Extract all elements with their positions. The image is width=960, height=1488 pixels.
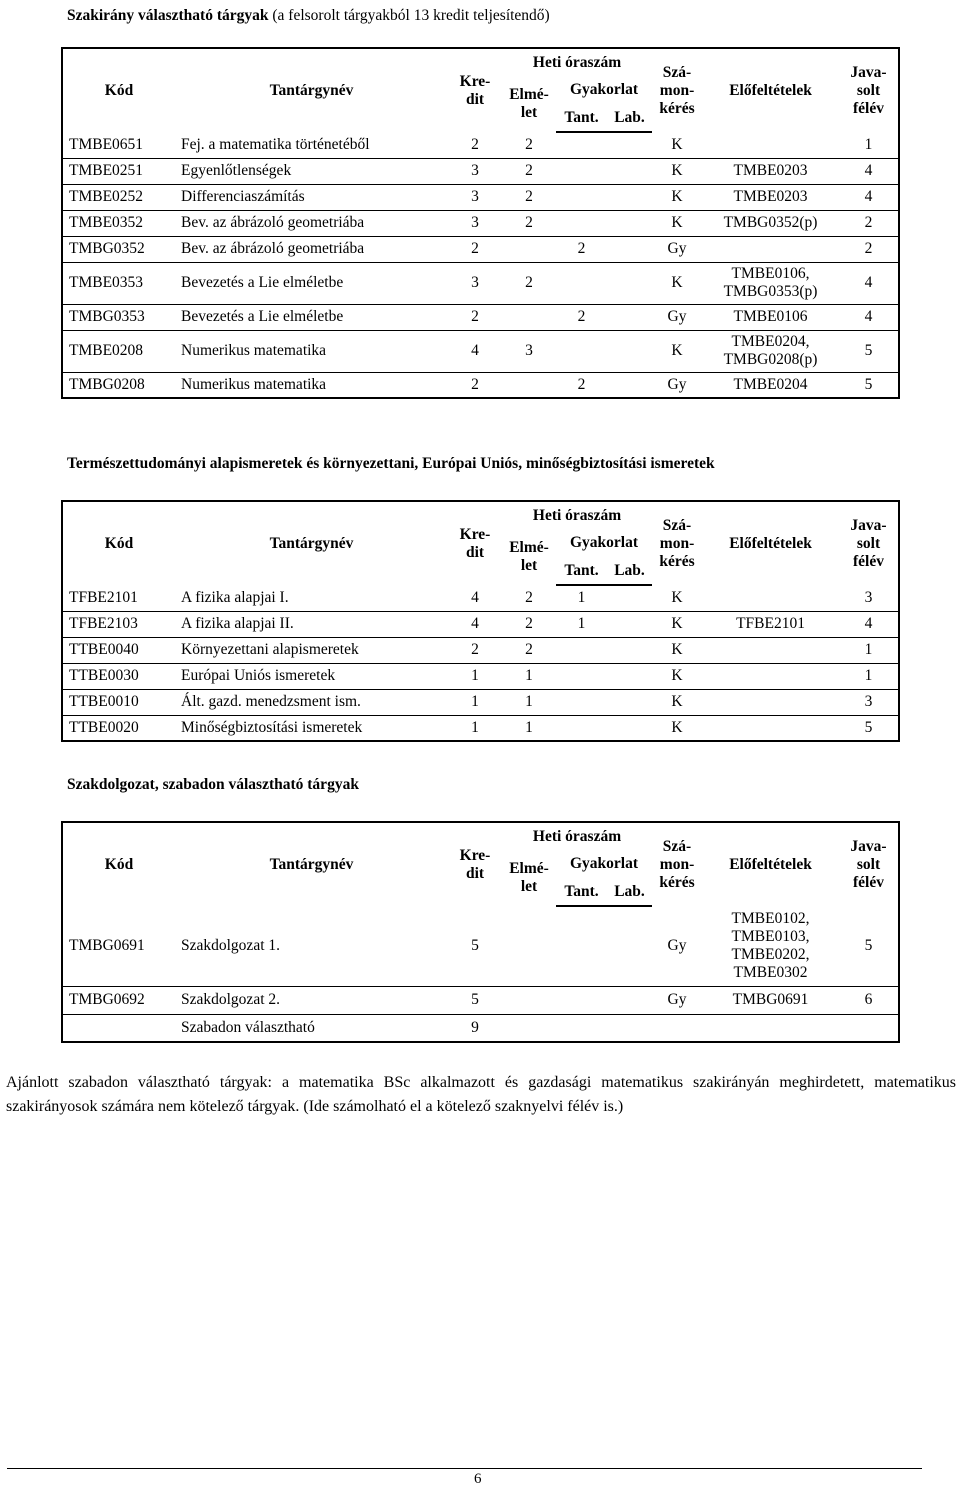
course-name: A fizika alapjai II. xyxy=(175,611,448,637)
header-elmelet: Elmé- let xyxy=(509,539,549,574)
header-lab: Lab. xyxy=(607,878,652,906)
table-row xyxy=(62,689,899,715)
recommended-semester: 2 xyxy=(839,210,899,236)
credit: 2 xyxy=(448,372,502,398)
practice-hours xyxy=(556,637,607,663)
section-title-rest: (a felsorolt tárgyakból 13 kredit teljesítendő) xyxy=(268,7,550,24)
header-elmelet: Elmé- let xyxy=(509,860,549,895)
course-code: TMBE0651 xyxy=(62,132,175,158)
header-kredit: Kre- dit xyxy=(459,72,491,108)
course-code: TMBG0208 xyxy=(62,372,175,398)
course-code: TMBG0353 xyxy=(62,304,175,330)
table-row xyxy=(62,715,899,741)
prerequisites: TMBE0106, TMBG0353(p) xyxy=(702,262,839,304)
course-name: Szakdolgozat 2. xyxy=(175,986,448,1014)
course-name: Minőségbiztosítási ismeretek xyxy=(175,715,448,741)
credit: 2 xyxy=(448,304,502,330)
lab-hours xyxy=(607,158,652,184)
practice-hours: 2 xyxy=(556,304,607,330)
header-tantargynev: Tantárgynév xyxy=(269,855,354,873)
course-code: TMBG0692 xyxy=(62,986,175,1014)
assessment: K xyxy=(652,715,702,741)
lecture-hours: 2 xyxy=(502,262,556,304)
lecture-hours xyxy=(502,372,556,398)
assessment: K xyxy=(652,663,702,689)
table-row xyxy=(62,304,899,330)
recommended-semester: 5 xyxy=(839,372,899,398)
assessment: K xyxy=(652,330,702,372)
practice-hours xyxy=(556,906,607,986)
header-tantargynev: Tantárgynév xyxy=(269,534,354,552)
section-title-termeszettudomanyi xyxy=(67,455,715,473)
credit: 3 xyxy=(448,184,502,210)
prerequisites: TMBE0203 xyxy=(702,184,839,210)
credit: 2 xyxy=(448,132,502,158)
header-kod: Kód xyxy=(104,534,134,552)
prerequisites xyxy=(702,663,839,689)
table-row xyxy=(62,330,899,372)
lecture-hours: 2 xyxy=(502,585,556,611)
recommended-semester: 5 xyxy=(839,906,899,986)
assessment: K xyxy=(652,637,702,663)
header-javasolt-felev: Java- solt félév xyxy=(850,63,887,117)
table-row xyxy=(62,611,899,637)
course-code: TMBE0353 xyxy=(62,262,175,304)
section-title-text: Természettudományi alapismeretek és környezettani, Európai Uniós, minőségbiztosítási ismeretek xyxy=(67,455,715,472)
lab-hours xyxy=(607,986,652,1014)
header-row xyxy=(62,822,899,850)
credit: 4 xyxy=(448,611,502,637)
credit: 4 xyxy=(448,330,502,372)
credit: 3 xyxy=(448,210,502,236)
practice-hours xyxy=(556,158,607,184)
recommended-semester: 4 xyxy=(839,304,899,330)
prerequisites: TMBE0106 xyxy=(702,304,839,330)
lab-hours xyxy=(607,262,652,304)
table-row xyxy=(62,637,899,663)
lecture-hours: 2 xyxy=(502,637,556,663)
course-name: Szakdolgozat 1. xyxy=(175,906,448,986)
lab-hours xyxy=(607,689,652,715)
course-code xyxy=(62,1014,175,1042)
lecture-hours: 2 xyxy=(502,611,556,637)
recommended-semester: 4 xyxy=(839,184,899,210)
course-name: A fizika alapjai I. xyxy=(175,585,448,611)
header-kod: Kód xyxy=(104,81,134,99)
page-number: 6 xyxy=(474,1471,482,1487)
course-name: Bev. az ábrázoló geometriába xyxy=(175,210,448,236)
prerequisites xyxy=(702,132,839,158)
header-szamonkeres: Szá- mon- kérés xyxy=(659,837,695,891)
table-row xyxy=(62,372,899,398)
prerequisites xyxy=(702,715,839,741)
assessment: Gy xyxy=(652,906,702,986)
assessment: K xyxy=(652,158,702,184)
lecture-hours xyxy=(502,236,556,262)
table-row xyxy=(62,663,899,689)
recommendation-paragraph: Ajánlott szabadon választható tárgyak: a matematika BSc alkalmazott és gazdasági matematikus szakirányán meghirdetett, matematikus szakirányosok számára nem kötelező tárgyak. (Ide számolható el a kötelező szaknyelvi félév is.) xyxy=(6,1074,956,1115)
header-row xyxy=(62,48,899,76)
course-name: Egyenlőtlenségek xyxy=(175,158,448,184)
credit: 1 xyxy=(448,715,502,741)
prerequisites xyxy=(702,236,839,262)
course-code: TFBE2101 xyxy=(62,585,175,611)
course-code: TTBE0030 xyxy=(62,663,175,689)
lab-hours xyxy=(607,132,652,158)
header-szamonkeres: Szá- mon- kérés xyxy=(659,63,695,117)
course-name: Numerikus matematika xyxy=(175,330,448,372)
credit: 2 xyxy=(448,637,502,663)
header-heti-oraszam: Heti óraszám xyxy=(532,53,622,71)
lecture-hours: 2 xyxy=(502,132,556,158)
lecture-hours: 2 xyxy=(502,210,556,236)
course-name: Ált. gazd. menedzsment ism. xyxy=(175,689,448,715)
header-kod: Kód xyxy=(104,855,134,873)
practice-hours: 1 xyxy=(556,585,607,611)
lab-hours xyxy=(607,210,652,236)
course-name: Numerikus matematika xyxy=(175,372,448,398)
credit: 4 xyxy=(448,585,502,611)
header-tant: Tant. xyxy=(556,878,607,906)
header-elofeltetelek: Előfeltételek xyxy=(729,81,812,99)
course-name: Bevezetés a Lie elméletbe xyxy=(175,304,448,330)
prerequisites xyxy=(702,689,839,715)
assessment: K xyxy=(652,210,702,236)
assessment: K xyxy=(652,689,702,715)
assessment: K xyxy=(652,132,702,158)
course-name: Szabadon választható xyxy=(175,1014,448,1042)
lecture-hours xyxy=(502,304,556,330)
assessment xyxy=(652,1014,702,1042)
prerequisites: TMBE0203 xyxy=(702,158,839,184)
course-name: Differenciaszámítás xyxy=(175,184,448,210)
header-gyakorlat: Gyakorlat xyxy=(569,534,639,551)
table-row xyxy=(62,236,899,262)
section-title-bold: Szakirány választható tárgyak xyxy=(67,7,269,24)
practice-hours xyxy=(556,663,607,689)
course-code: TTBE0020 xyxy=(62,715,175,741)
table-row xyxy=(62,906,899,986)
header-lab: Lab. xyxy=(607,557,652,585)
footer-divider xyxy=(7,1468,922,1469)
lab-hours xyxy=(607,637,652,663)
course-name: Bev. az ábrázoló geometriába xyxy=(175,236,448,262)
header-elofeltetelek: Előfeltételek xyxy=(729,534,812,552)
assessment: K xyxy=(652,262,702,304)
recommended-semester: 4 xyxy=(839,611,899,637)
course-code: TTBE0040 xyxy=(62,637,175,663)
credit: 2 xyxy=(448,236,502,262)
recommended-semester: 1 xyxy=(839,637,899,663)
recommended-semester: 4 xyxy=(839,158,899,184)
practice-hours: 2 xyxy=(556,372,607,398)
section-title-szakirany xyxy=(67,7,550,25)
lab-hours xyxy=(607,715,652,741)
header-javasolt-felev: Java- solt félév xyxy=(850,516,887,570)
course-code: TMBE0208 xyxy=(62,330,175,372)
lecture-hours: 1 xyxy=(502,663,556,689)
table-row xyxy=(62,184,899,210)
recommended-semester: 5 xyxy=(839,715,899,741)
header-szamonkeres: Szá- mon- kérés xyxy=(659,516,695,570)
lecture-hours xyxy=(502,986,556,1014)
prerequisites: TMBG0691 xyxy=(702,986,839,1014)
credit: 5 xyxy=(448,906,502,986)
header-row xyxy=(62,501,899,529)
recommended-semester: 3 xyxy=(839,585,899,611)
lab-hours xyxy=(607,663,652,689)
recommended-semester xyxy=(839,1014,899,1042)
course-code: TTBE0010 xyxy=(62,689,175,715)
table-row xyxy=(62,210,899,236)
table-row xyxy=(62,585,899,611)
header-tant: Tant. xyxy=(556,557,607,585)
lab-hours xyxy=(607,330,652,372)
lab-hours xyxy=(607,236,652,262)
section-title-szakdolgozat xyxy=(67,776,359,794)
credit: 1 xyxy=(448,663,502,689)
practice-hours xyxy=(556,262,607,304)
practice-hours xyxy=(556,132,607,158)
lecture-hours xyxy=(502,1014,556,1042)
header-javasolt-felev: Java- solt félév xyxy=(850,837,887,891)
practice-hours xyxy=(556,689,607,715)
course-code: TMBE0252 xyxy=(62,184,175,210)
course-table-szakdolgozat xyxy=(61,821,900,1043)
header-kredit: Kre- dit xyxy=(459,846,491,882)
practice-hours xyxy=(556,715,607,741)
credit: 5 xyxy=(448,986,502,1014)
lecture-hours: 2 xyxy=(502,158,556,184)
practice-hours: 1 xyxy=(556,611,607,637)
header-gyakorlat: Gyakorlat xyxy=(569,81,639,98)
lecture-hours: 1 xyxy=(502,689,556,715)
course-code: TMBG0352 xyxy=(62,236,175,262)
assessment: Gy xyxy=(652,236,702,262)
assessment: K xyxy=(652,585,702,611)
prerequisites xyxy=(702,637,839,663)
lecture-hours xyxy=(502,906,556,986)
table-row xyxy=(62,132,899,158)
course-name: Környezettani alapismeretek xyxy=(175,637,448,663)
assessment: Gy xyxy=(652,372,702,398)
course-code: TMBE0251 xyxy=(62,158,175,184)
table-row xyxy=(62,158,899,184)
practice-hours: 2 xyxy=(556,236,607,262)
header-heti-oraszam: Heti óraszám xyxy=(532,506,622,524)
practice-hours xyxy=(556,1014,607,1042)
recommended-semester: 1 xyxy=(839,132,899,158)
header-gyakorlat: Gyakorlat xyxy=(569,855,639,872)
credit: 9 xyxy=(448,1014,502,1042)
course-code: TMBG0691 xyxy=(62,906,175,986)
prerequisites: TMBG0352(p) xyxy=(702,210,839,236)
header-kredit: Kre- dit xyxy=(459,525,491,561)
course-name: Bevezetés a Lie elméletbe xyxy=(175,262,448,304)
table-row xyxy=(62,986,899,1014)
practice-hours xyxy=(556,330,607,372)
header-elmelet: Elmé- let xyxy=(509,86,549,121)
course-table-alapismeretek xyxy=(61,500,900,742)
course-code: TMBE0352 xyxy=(62,210,175,236)
lecture-hours: 2 xyxy=(502,184,556,210)
header-tant: Tant. xyxy=(556,104,607,132)
course-name: Fej. a matematika történetéből xyxy=(175,132,448,158)
lecture-hours: 3 xyxy=(502,330,556,372)
recommended-semester: 5 xyxy=(839,330,899,372)
practice-hours xyxy=(556,210,607,236)
lab-hours xyxy=(607,184,652,210)
recommended-semester: 2 xyxy=(839,236,899,262)
assessment: K xyxy=(652,184,702,210)
practice-hours xyxy=(556,986,607,1014)
credit: 1 xyxy=(448,689,502,715)
lab-hours xyxy=(607,372,652,398)
recommended-semester: 1 xyxy=(839,663,899,689)
prerequisites xyxy=(702,585,839,611)
header-lab: Lab. xyxy=(607,104,652,132)
course-table-szakirany xyxy=(61,47,900,399)
assessment: Gy xyxy=(652,304,702,330)
practice-hours xyxy=(556,184,607,210)
recommended-semester: 6 xyxy=(839,986,899,1014)
header-heti-oraszam: Heti óraszám xyxy=(532,827,622,845)
lab-hours xyxy=(607,906,652,986)
lab-hours xyxy=(607,304,652,330)
lab-hours xyxy=(607,611,652,637)
course-name: Európai Uniós ismeretek xyxy=(175,663,448,689)
assessment: K xyxy=(652,611,702,637)
section-title-text: Szakdolgozat, szabadon választható tárgyak xyxy=(67,776,359,793)
lecture-hours: 1 xyxy=(502,715,556,741)
prerequisites: TMBE0102, TMBE0103, TMBE0202, TMBE0302 xyxy=(702,906,839,986)
prerequisites: TMBE0204, TMBG0208(p) xyxy=(702,330,839,372)
header-tantargynev: Tantárgynév xyxy=(269,81,354,99)
credit: 3 xyxy=(448,158,502,184)
recommended-semester: 3 xyxy=(839,689,899,715)
header-elofeltetelek: Előfeltételek xyxy=(729,855,812,873)
prerequisites: TMBE0204 xyxy=(702,372,839,398)
assessment: Gy xyxy=(652,986,702,1014)
table-row xyxy=(62,1014,899,1042)
table-row xyxy=(62,262,899,304)
credit: 3 xyxy=(448,262,502,304)
course-code: TFBE2103 xyxy=(62,611,175,637)
recommended-semester: 4 xyxy=(839,262,899,304)
lab-hours xyxy=(607,585,652,611)
prerequisites xyxy=(702,1014,839,1042)
prerequisites: TFBE2101 xyxy=(702,611,839,637)
lab-hours xyxy=(607,1014,652,1042)
